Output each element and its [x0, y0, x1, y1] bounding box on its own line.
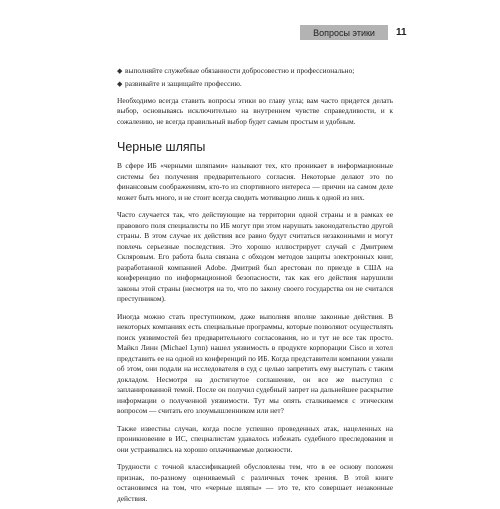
bullet-icon: ◆	[117, 67, 123, 75]
list-item-text: развивайте и защищайте профессию.	[125, 79, 242, 88]
list-item	[117, 66, 393, 77]
bullet-list	[117, 66, 393, 90]
section-heading: Черные шляпы	[117, 140, 206, 154]
paragraph: Трудности с точной классификацией обусловлены тем, что в ее основу положен признак, по-разному оцениваемый с различных точек зрения. В этой книге остановимся на том, что «черные шляпы» — это те, кто совершает незаконные действия.	[117, 462, 393, 503]
page-body	[117, 66, 393, 509]
page-number: 11	[396, 27, 407, 38]
section-name: Вопросы этики	[313, 27, 375, 38]
bullet-icon: ◆	[117, 80, 123, 88]
paragraph: Иногда можно стать преступником, даже выполняя вполне законные действия. В некоторых компаниях есть специальные программы, которые позволяют осуществлять поиск уязвимостей без предварительного согласования, но и тут не все так просто. Майкл Линн (Michael Lynn) нашел уязвимость в продукте корпорации Cisco и хотел представить ее на одной из конференций по ИБ. Когда представители компании узнали об этом, они подали на исследователя в суд с целью запретить ему выступать с таким докладом. Несмотря на достигнутое соглашение, он все же выступил с запланированной темой. После он получил судебный запрет на дальнейшее раскрытие информации о полученной уязвимости. Тут мы опять сталкиваемся с этическим вопросом — считать его злоумышленником или нет?	[117, 311, 393, 415]
intro-paragraph: Необходимо всегда ставить вопросы этики во главу угла; вам часто придется делать выбор, основываясь исключительно на внутреннем чувстве справедливости, и к сожалению, не всегда правильный выбор будет самым простым и удобным.	[117, 95, 393, 126]
list-item	[117, 79, 393, 90]
paragraph: Также известны случаи, когда после успешно проведенных атак, нацеленных на проникновение в ИС, специалистам удавалось избежать судебного преследования и они устраивались на хорошо оплачиваемые должности.	[117, 423, 393, 454]
paragraph: В сфере ИБ «черными шляпами» называют тех, кто проникает в информационные системы без получения предварительного согласия. Некоторые делают это по финансовым соображениям, кто-то из спортивного интереса — причин на самом деле может быть много, и не стоит всегда сводить мотивацию лишь к одной из них.	[117, 161, 393, 202]
list-item-text: выполняйте служебные обязанности добросовестно и профессионально;	[125, 66, 355, 75]
paragraph: Часто случается так, что действующие на территории одной страны и в рамках ее правового поля специалисты по ИБ могут при этом нарушать законодательство другой страны. В этом случае их действия все равно будут считаться незаконными и могут повлечь серьезные последствия. Это хорошо иллюстрирует случай с Дмитрием Скляровым. Его работа была связана с обходом методов защиты электронных книг, разработанной компанией Adobe. Дмитрий был арестован по приезде в США на конференцию по информационной безопасности, так как его действия нарушили законы этой страны (несмотря на то, что по закону своего государства он не считался преступником).	[117, 210, 393, 303]
running-header	[300, 25, 388, 40]
